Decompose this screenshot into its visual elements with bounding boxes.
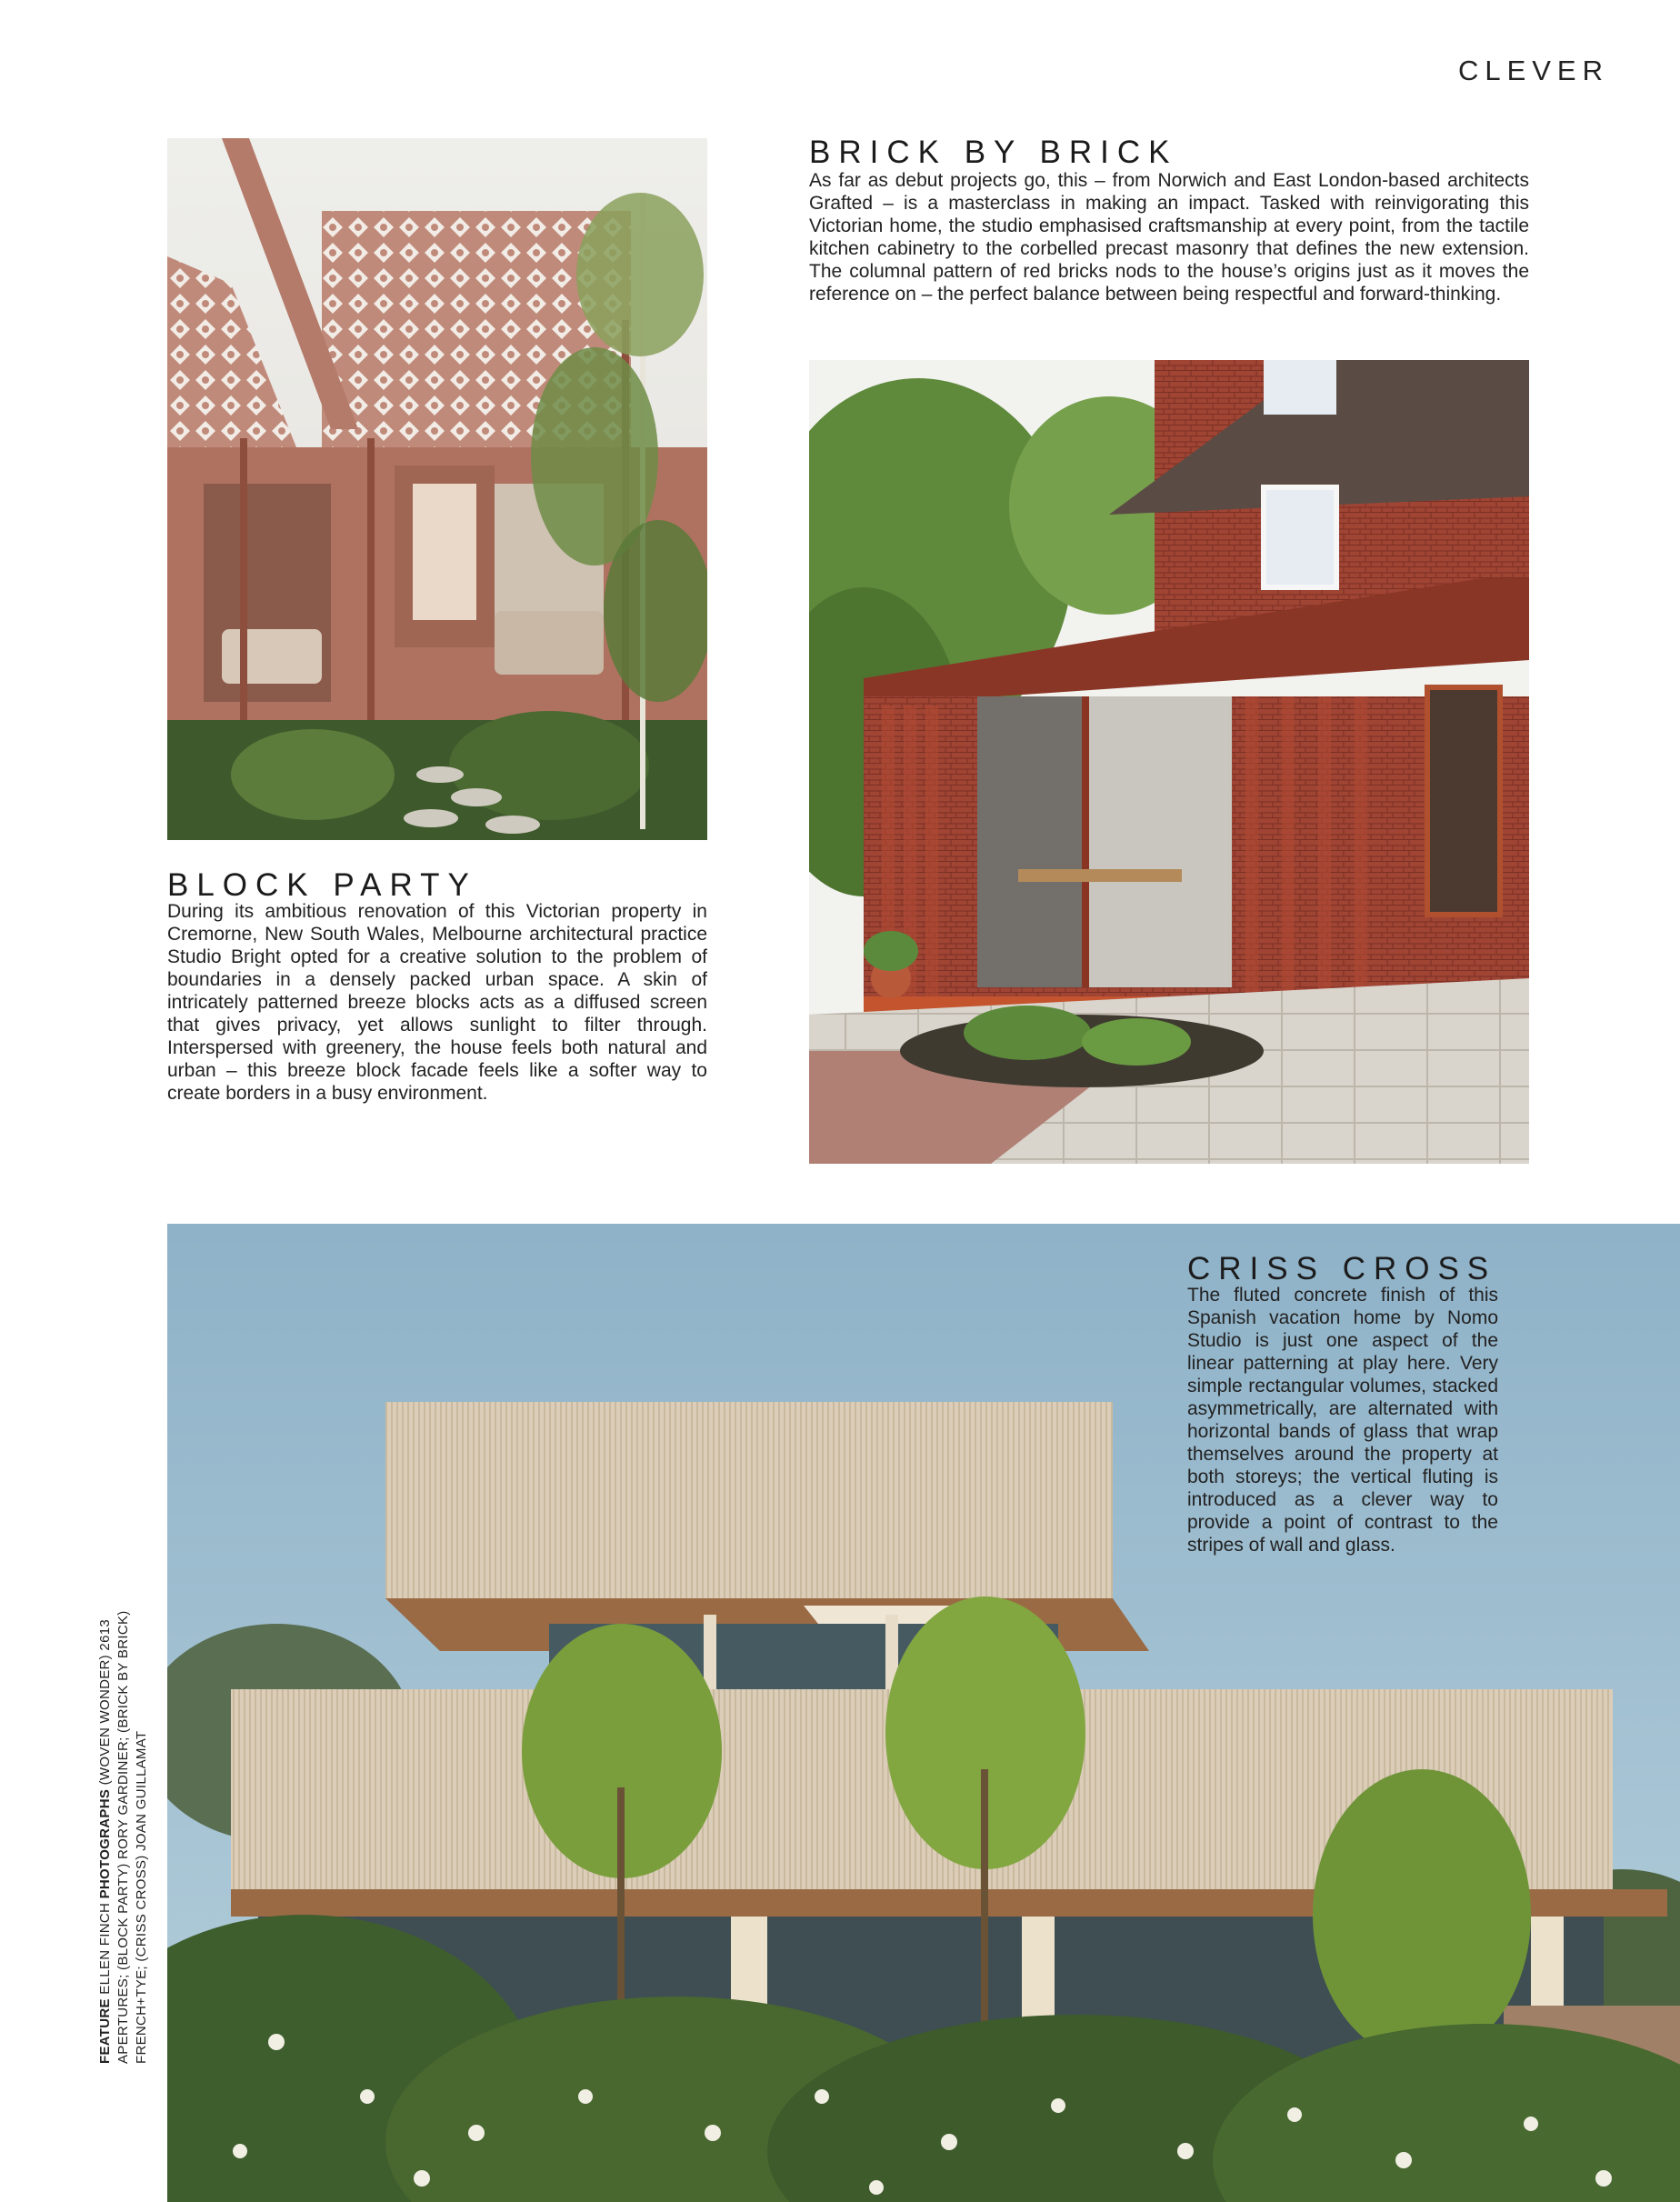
brick-extension-illustration bbox=[809, 360, 1529, 1164]
criss-body: The fluted concrete finish of this Spanish vacation home by Nomo Studio is just one aspect of the linear patterning at play here. Very simple rectangular volumes, stacked asymmetrically, are alternated with horizontal bands of glass that wrap themselves around the property at both storeys; the vertical fluting is introduced as a clever way to provide a point of contrast to the stripes of wall and glass. bbox=[1187, 1285, 1498, 1556]
block-heading: BLOCK PARTY bbox=[167, 867, 477, 903]
brick-by-brick-photo bbox=[809, 360, 1529, 1164]
feature-value: ELLEN FINCH bbox=[97, 1902, 113, 1995]
block-body: During its ambitious renovation of this Victorian property in Cremorne, New South Wales, Melbourne architectural practice Studio Bright opted for a creative solution to the problem of boundaries in a densely packed urban space. A skin of intricately patterned breeze blocks acts as a diffused screen that gives privacy, yet allows sunlight to filter through. Interspersed with greenery, the house feels both natural and urban – this breeze block facade feels like a softer way to create borders in a busy environment. bbox=[167, 901, 707, 1104]
photographs-label: PHOTOGRAPHS bbox=[97, 1788, 113, 1899]
block-party-photo bbox=[167, 138, 707, 840]
brick-body: As far as debut projects go, this – from Norwich and East London-based architects Grafted – is a masterclass in making an impact. Tasked with reinvigorating this Victorian home, the studio emphasised craftsmanship at every point, from the tactile kitchen cabinetry to the corbelled precast masonry that defines the new extension. The columnal pattern of red bricks nods to the house’s origins just as it moves the reference on – the perfect balance between being respectful and forward-thinking. bbox=[809, 170, 1529, 305]
criss-heading: CRISS CROSS bbox=[1187, 1251, 1497, 1286]
feature-label: FEATURE bbox=[97, 1998, 113, 2064]
photo-credits bbox=[96, 1573, 151, 2064]
brick-heading: BRICK BY BRICK bbox=[809, 135, 1178, 170]
credits-text bbox=[96, 1573, 151, 2064]
photographs-value: (WOVEN WONDER) 2613 APERTURES; (BLOCK PARTY) RORY GARDINER; (BRICK BY BRICK) FRENCH+TYE; (CRISS CROSS) JOAN GUILLAMAT bbox=[97, 1610, 149, 2064]
section-label: CLEVER bbox=[1457, 55, 1609, 86]
block-party-illustration bbox=[167, 138, 707, 840]
